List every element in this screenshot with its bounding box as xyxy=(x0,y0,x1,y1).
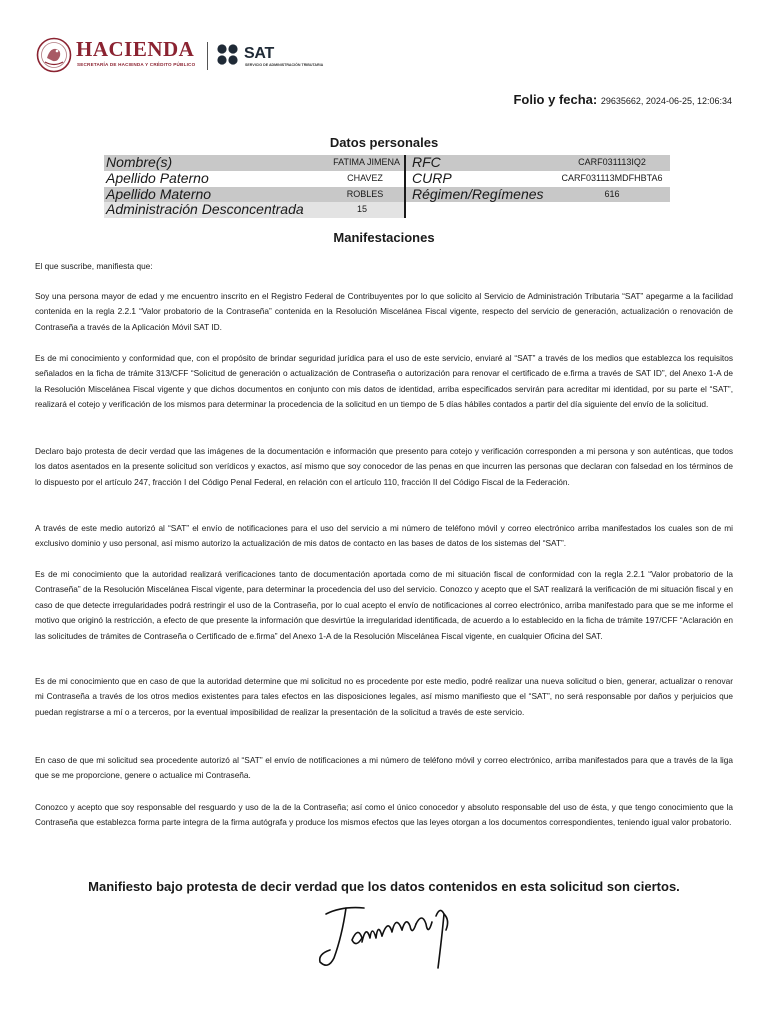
national-seal-icon xyxy=(36,36,72,74)
sat-logo-icon xyxy=(216,43,242,69)
folio-label: Folio y fecha: xyxy=(513,92,598,107)
field-label: Nombre(s) xyxy=(106,154,173,170)
paragraph-6: Es de mi conocimiento que en caso de que la autoridad determine que mi solicitud no es procedente por este medio, podré realizar una nueva solicitud o bien, generar, actualizar o renovar mi Contraseña a través de los otros medios existentes para tales efectos en las disposiciones legales, así mismo manifiesto que el “SAT”, no será responsable por daños y perjuicios que puedan registrarse a mí o a terceros, por la eventual imposibilidad de realizar la presentación de la solicitud a través de este servicio. xyxy=(35,676,733,717)
table-row: Apellido Paterno CHAVEZ xyxy=(106,169,383,186)
field-label: RFC xyxy=(412,154,441,170)
field-label: Régimen/Regímenes xyxy=(412,185,544,202)
personal-data-left-column xyxy=(104,155,404,218)
datos-personales-title: Datos personales xyxy=(329,135,439,150)
sat-subtitle: SERVICIO DE ADMINISTRACIÓN TRIBUTARIA xyxy=(245,63,324,67)
paragraph-2: Es de mi conocimiento y conformidad que, con el propósito de brindar seguridad jurídica para el uso de este servicio, enviaré al “SAT” a través de los medios que establezca los requisitos señalados en la ficha de trámite 313/CFF “Solicitud de generación o actualización de Contraseña o autorización para renovar el certificado de e.firma a través de SAT ID”, del Anexo 1-A de la Resolución Miscelánea Fiscal vigente y que dichos documentos en conjunto con mis datos de identidad, arriba especificados servirán para acreditar mi identidad, por su parte el “SAT”, realizará el cotejo y verificación de los mismos para determinar la procedencia de la solicitud en un tiempo de 5 días hábiles contados a partir del día siguiente del envío de la solicitud. xyxy=(35,353,733,410)
table-row: CURP CARF031113MDFHBTA6 xyxy=(412,169,663,186)
field-label: Administración Desconcentrada xyxy=(106,201,304,218)
hacienda-subtitle: SECRETARÍA DE HACIENDA Y CRÉDITO PÚBLICO xyxy=(77,62,196,67)
paragraph-3: Declaro bajo protesta de decir verdad que las imágenes de la documentación e información que presento para cotejo y verificación corresponden a mi persona y son auténticas, que todos los datos asentados en la presente solicitud son verídicos y exactos, así mismo que soy conocedor de las penas en que incurren las personas que declaran con falsedad en los términos de lo dispuesto por el artículo 247, fracción I del Código Penal Federal, en relación con el artículo 110, fracción II del Código Fiscal de la Federación. xyxy=(35,446,733,487)
document-header xyxy=(34,34,734,78)
manifestaciones-title: Manifestaciones xyxy=(333,230,435,245)
table-row-empty xyxy=(406,202,670,218)
field-label: CURP xyxy=(412,169,452,186)
personal-data-table xyxy=(104,155,670,218)
paragraph-8: Conozco y acepto que soy responsable del resguardo y uso de la de la Contraseña; así como el único conocedor y absoluto responsable del uso de ésta, y que tengo conocimiento que la Contraseña que establezca forma parte integra de la firma autógrafa y produce los mismos efectos que las leyes otorgan a los documentos correspondientes, teniendo igual valor probatorio. xyxy=(35,802,733,828)
field-label: Apellido Materno xyxy=(106,185,212,202)
paragraph-4: A través de este medio autorizó al “SAT” el envío de notificaciones para el uso del servicio a mi número de teléfono móvil y correo electrónico arriba manifestados los cuales son de mi exclusivo dominio y uso personal, así mismo autorizo la actualización de mis datos de contacto en las bases de datos de los sistemas del “SAT”. xyxy=(35,523,733,549)
table-row: Apellido Materno ROBLES xyxy=(104,187,404,203)
field-value: FATIMA JIMENA xyxy=(333,157,400,167)
declaration-statement: Manifiesto bajo protesta de decir verdad que los datos contenidos en esta solicitud son ciertos. xyxy=(88,879,680,894)
paragraph-5: Es de mi conocimiento que la autoridad realizará verificaciones tanto de documentación aportada como de mi situación fiscal de conformidad con la regla 2.2.1 “Valor probatorio de la Contraseña” de la Resolución Miscelánea Fiscal vigente, para determinar la procedencia del uso del servicio. Conozco y acepto que el SAT realizará la verificación de mi situación fiscal y en caso de que detecte irregularidades podrá restringir el uso de la Contraseña, por lo cual acepto el envío de notificaciones al correo electrónico, arriba manifestado para que se me informe el motivo que originó la restricción, a efecto de que presente la información que desvirtúe la irregularidad identificada, de acuerdo a lo establecido en la ficha de trámite 197/CFF “Aclaración en las solicitudes de trámites de Contraseña o Certificado de e.firma” del Anexo 1-A de la Resolución Miscelánea Fiscal vigente, en cualquier Oficina del SAT. xyxy=(35,569,733,641)
table-row: Régimen/Regímenes 616 xyxy=(406,187,670,203)
folio-line xyxy=(513,92,732,107)
field-label: Apellido Paterno xyxy=(106,169,209,186)
table-row xyxy=(104,155,404,171)
hacienda-title: HACIENDA xyxy=(76,37,195,61)
header-divider xyxy=(207,42,208,70)
table-row: RFC CARF031113IQ2 xyxy=(406,155,670,171)
handwritten-signature-icon xyxy=(312,896,462,980)
folio-value: 29635662, 2024-06-25, 12:06:34 xyxy=(600,96,732,106)
personal-data-right-column xyxy=(406,155,670,218)
paragraph-7: En caso de que mi solicitud sea procedente autorizó al “SAT” el envío de notificaciones a mi número de teléfono móvil y correo electrónico, arriba manifestados para que a través de la liga que se me proporcione, genere o actualice mi Contraseña. xyxy=(35,755,733,781)
table-row: Administración Desconcentrada 15 xyxy=(104,202,404,218)
sat-title: SAT xyxy=(244,45,274,62)
paragraph-intro: El que suscribe, manifiesta que: xyxy=(35,261,153,271)
paragraph-1: Soy una persona mayor de edad y me encuentro inscrito en el Registro Federal de Contribuyentes por lo que solicito al Servicio de Administración Tributaria “SAT” apegarme a la facilidad contenida en la regla 2.2.1 “Valor probatorio de la Contraseña” contenida en la Resolución Miscelánea Fiscal vigente, respecto del servicio de generación, actualización o renovación de Contraseña a través de la Aplicación Móvil SAT ID. xyxy=(35,291,733,332)
